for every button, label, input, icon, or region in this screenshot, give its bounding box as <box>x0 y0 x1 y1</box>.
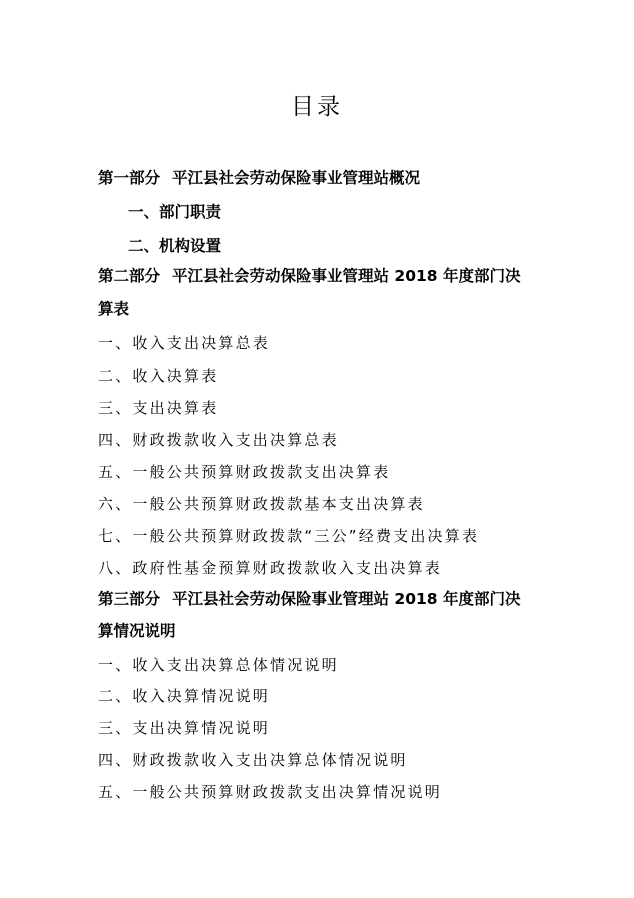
part2-item-4: 四、财政拨款收入支出决算总表 <box>98 431 339 449</box>
part2-item-5: 五、一般公共预算财政拨款支出决算表 <box>98 463 391 481</box>
part2-name-line1: 平江县社会劳动保险事业管理站 2018 年度部门决 <box>172 267 521 285</box>
part3-item-2: 二、收入决算情况说明 <box>98 687 271 705</box>
part3-item-5: 五、一般公共预算财政拨款支出决算情况说明 <box>98 783 443 801</box>
part3-name-line2: 算情况说明 <box>98 622 176 640</box>
part2-item-8: 八、政府性基金预算财政拨款收入支出决算表 <box>98 559 443 577</box>
part3-item-4: 四、财政拨款收入支出决算总体情况说明 <box>98 751 408 769</box>
part2-item-6: 六、一般公共预算财政拨款基本支出决算表 <box>98 495 425 513</box>
part3-item-3: 三、支出决算情况说明 <box>98 719 271 737</box>
part2-item-1: 一、收入支出决算总表 <box>98 334 271 352</box>
part1-name: 平江县社会劳动保险事业管理站概况 <box>172 169 421 187</box>
part1-item-1: 一、部门职责 <box>128 203 222 221</box>
part3-item-1: 一、收入支出决算总体情况说明 <box>98 656 339 674</box>
part2-heading <box>98 266 520 286</box>
part2-name-line2: 算表 <box>98 300 130 318</box>
page-title: 目录 <box>291 94 343 120</box>
part3-name-line1: 平江县社会劳动保险事业管理站 2018 年度部门决 <box>172 590 521 608</box>
part1-heading <box>98 168 420 188</box>
part3-label: 第三部分 <box>98 590 161 608</box>
part2-item-3: 三、支出决算表 <box>98 399 219 417</box>
part2-item-7: 七、一般公共预算财政拨款“三公”经费支出决算表 <box>98 527 480 545</box>
part1-label: 第一部分 <box>98 169 161 187</box>
part2-item-2: 二、收入决算表 <box>98 367 219 385</box>
part3-heading <box>98 589 520 609</box>
part2-label: 第二部分 <box>98 267 161 285</box>
part1-item-2: 二、机构设置 <box>128 237 222 255</box>
